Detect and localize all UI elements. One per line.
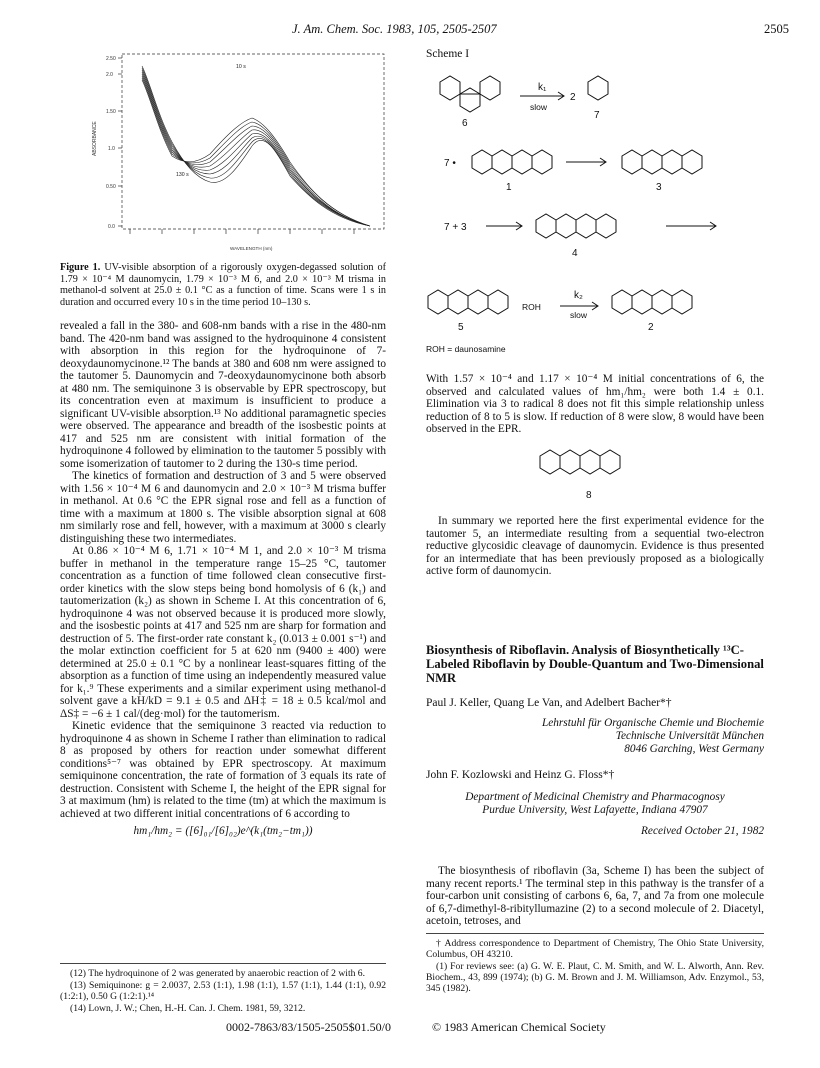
svg-text:1.50: 1.50 xyxy=(106,109,116,115)
right-column-para1: With 1.57 × 10⁻⁴ and 1.17 × 10⁻⁴ M initial concentrations of 6, the observed and calculated values of hm₁/hm₂ were both 1.4 ± 0.1. Elimination via 3 to radical 8 does not fit this simple relationship unless reduction of 8 to 5 is slow. If reduction of 8 were slow, 8 would have been observed in the EPR. xyxy=(426,373,764,435)
slow-label: slow xyxy=(530,102,548,112)
svg-text:2.0: 2.0 xyxy=(106,72,113,78)
structure-8 xyxy=(530,436,680,506)
scheme-title: Scheme I xyxy=(426,48,470,60)
body-paragraph: Kinetic evidence that the semiquinone 3 reacted via reduction to hydroquinone 4 as shown in Scheme I rather than elimination to radical 8 as proposed by others for reaction under somewhat different conditions⁵⁻⁷ was obtained by EPR spectroscopy. At maximum semiquinone concentration, the rate of formation of 3 equals its rate of destruction. Consistent with Scheme I, the height of the EPR signal for 3 at maximum (hm) is related to the time (tm) at which the maximum is achieved at two different initial concentrations of 6 according to xyxy=(60,720,386,820)
k2-label: k₂ xyxy=(574,290,583,301)
page-number: 2505 xyxy=(764,22,789,36)
roh-label: ROH xyxy=(522,302,541,312)
seven-plus-three: 7 + 3 xyxy=(444,222,467,233)
x-axis-label: WAVELENGTH (nm) xyxy=(230,246,273,251)
label-10s: 10 s xyxy=(236,64,246,70)
footnote: (12) The hydroquinone of 2 was generated by anaerobic reaction of 2 with 6. xyxy=(70,968,365,979)
body-paragraph: At 0.86 × 10⁻⁴ M 6, 1.71 × 10⁻⁴ M 1, and 2.0 × 10⁻³ M trisma buffer in methanol in the temperature range 15–25 °C, tautomer concentration as a function of time followed clean consecutive first-order kinetics with the slow steps being bond homolysis of 6 (k₁) and tautomerization (k₂) as shown in Scheme I. At this concentration of 6, hydroquinone 4 was not observed because it is produced more slowly, and the isosbestic points at 417 and 525 nm are sharp for formation and destruction of 5. The first-order rate constant k₂ (0.013 ± 0.001 s⁻¹) and the molar extinction coefficient for 5 at 620 nm (9400 ± 400) were determined at 25.0 ± 0.1 °C by a nonlinear least-squares fitting of the absorption as a function of time using an independently measured value for k₁.⁹ These experiments and a similar experiment using methanol-d solvent gave a kH/kD = 9.1 ± 0.5 and ΔH‡ = 18 ± 0.5 kcal/mol and ΔS‡ = −6 ± 1 cal/(deg·mol) for the tautomerism. xyxy=(60,545,386,720)
svg-text:0.50: 0.50 xyxy=(106,184,116,190)
footnote: † Address correspondence to Department of Chemistry, The Ohio State University, Columbus, OH 43210. xyxy=(426,938,764,960)
spectra-curves xyxy=(142,66,370,226)
right-column-para2: In summary we reported here the first experimental evidence for the tautomer 5, an intermediate resulting from a sequential two-electron reductive glycosidic cleavage of daunomycin. Evidence is thus presented for an intermediate that has been previously proposed as a biologically active form of daunomycin. xyxy=(426,515,764,577)
compound-3-label: 3 xyxy=(656,182,662,193)
left-column-body xyxy=(60,320,386,838)
svg-text:0.0: 0.0 xyxy=(108,224,115,230)
journal-header: J. Am. Chem. Soc. 1983, 105, 2505-2507 xyxy=(292,22,497,36)
article-title: Biosynthesis of Riboflavin. Analysis of Biosynthetically ¹³C-Labeled Riboflavin by Double-Quantum and Two-Dimensional NMR xyxy=(426,643,764,685)
caption-text: UV-visible absorption of a rigorously oxygen-degassed solution of 1.79 × 10⁻⁴ M daunomycin, 1.79 × 10⁻³ M 6, and 2.0 × 10⁻³ M trisma in methanol-d solvent at 25.0 ± 0.1 °C as a function of time. Scans were 1 s in duration and occurred every 10 s in the time period 10–130 s. xyxy=(60,262,386,308)
plot-frame xyxy=(122,54,384,229)
caption-label: Figure 1. xyxy=(60,262,101,273)
affiliation-1: Lehrstuhl für Organische Chemie und Biochemie Technische Universität München 8046 Garching, West Germany xyxy=(541,717,764,755)
figure-caption xyxy=(60,262,386,308)
right-column-para3: The biosynthesis of riboflavin (3a, Scheme I) has been the subject of many recent reports.¹ The terminal step in this pathway is the transfer of a four-carbon unit consisting of carbons 6, 6a, 7, and 7a from one molecule of 6,7-dimethyl-8-ribityllumazine (2) to a second molecule of 2. Diacetyl, acetoin, tetroses, and xyxy=(426,865,764,927)
compound-1-label: 1 xyxy=(506,182,512,193)
footer-copyright: © 1983 American Chemical Society xyxy=(432,1020,606,1034)
footnote: (13) Semiquinone: g = 2.0037, 2.53 (1:1), 1.98 (1:1), 1.57 (1:1), 1.44 (1:1), 0.92 (1:2:1), 0.50 G (1:2:1).¹⁴ xyxy=(60,980,386,1002)
body-paragraph: The kinetics of formation and destruction of 3 and 5 were observed with 1.56 × 10⁻⁴ M 6 and daunomycin and 2.0 × 10⁻³ M trisma buffer in methanol. At 0.6 °C the EPR signal rose and fell as a function of time with a maximum at 1800 s. The visible absorption signal at 608 nm similarly rose and fell, however, with a maximum at 3000 s clearly distinguishing these two intermediates. xyxy=(60,470,386,545)
y-axis-label: ABSORBANCE xyxy=(92,121,98,156)
label-130s: 130 s xyxy=(176,172,189,178)
footnote: (1) For reviews see: (a) G. W. E. Plaut, C. M. Smith, and W. L. Alworth, Ann. Rev. Biochem., 43, 899 (1974); (b) G. M. Brown and J. M. Williamson, Adv. Enzymol., 53, 345 (1982). xyxy=(426,961,764,994)
left-footnotes xyxy=(60,968,386,1015)
compound-5-label: 5 xyxy=(458,322,464,333)
svg-text:2.50: 2.50 xyxy=(106,56,116,62)
received-date: Received October 21, 1982 xyxy=(641,825,764,837)
compound-8-label: 8 xyxy=(586,490,592,501)
seven-plus: 7 • xyxy=(444,158,456,169)
compound-6-label: 6 xyxy=(462,118,468,129)
right-footnote-rule xyxy=(426,933,764,934)
svg-text:1.0: 1.0 xyxy=(108,146,115,152)
scheme-1 xyxy=(426,60,776,360)
footnote: (14) Lown, J. W.; Chen, H.-H. Can. J. Chem. 1981, 59, 3212. xyxy=(70,1003,306,1014)
left-footnote-rule xyxy=(60,963,386,964)
body-paragraph: revealed a fall in the 380- and 608-nm bands with a rise in the 480-nm band. The 420-nm band was assigned to the hydroquinone 4 consistent with absorption in this region for the hydroquinone of 7-deoxydaunomycinone.¹² The bands at 380 and 608 nm were assigned to the tautomer 5. Daunomycin and 7-deoxydaunomycinone both absorb at 480 nm. The semiquinone 3 is observable by EPR spectroscopy, but its concentration even at maximum is insufficient to produce a significant UV-visible absorption.¹³ No additional paramagnetic species were observed. The appearance and breadth of the isosbestic points at 417 and 525 nm are consistent with initial formation of the hydroquinone 4 followed by elimination to the tautomer 5 possibly with some isomerization of tautomer to 2 during the 130-s time period. xyxy=(60,320,386,470)
affiliation-2: Department of Medicinal Chemistry and Pharmacognosy Purdue University, West Lafayette, Indiana 47907 xyxy=(465,791,725,816)
roh-definition: ROH = daunosamine xyxy=(426,344,506,354)
authors-2: John F. Kozlowski and Heinz G. Floss*† xyxy=(426,769,615,781)
authors-1: Paul J. Keller, Quang Le Van, and Adelbert Bacher*† xyxy=(426,697,672,709)
uv-vis-spectra xyxy=(80,46,400,258)
footer-code: 0002-7863/83/1505-2505$01.50/0 xyxy=(226,1020,391,1034)
uv-vis-figure xyxy=(80,46,400,258)
compound-7-label: 7 xyxy=(594,110,600,121)
k1-label: k₁ xyxy=(538,82,547,93)
compound-2-label: 2 xyxy=(648,322,654,333)
compound-4-label: 4 xyxy=(572,248,578,259)
kinetics-equation: hm₁/hm₂ = ([6]₀₁/[6]₀₂)e^(k₁(tm₂−tm₁)) xyxy=(133,825,313,837)
slow-label: slow xyxy=(570,310,588,320)
right-footnotes xyxy=(426,938,764,995)
compound-8-structure xyxy=(530,436,680,506)
reaction-scheme xyxy=(426,60,776,360)
coefficient-2: 2 xyxy=(570,92,576,103)
